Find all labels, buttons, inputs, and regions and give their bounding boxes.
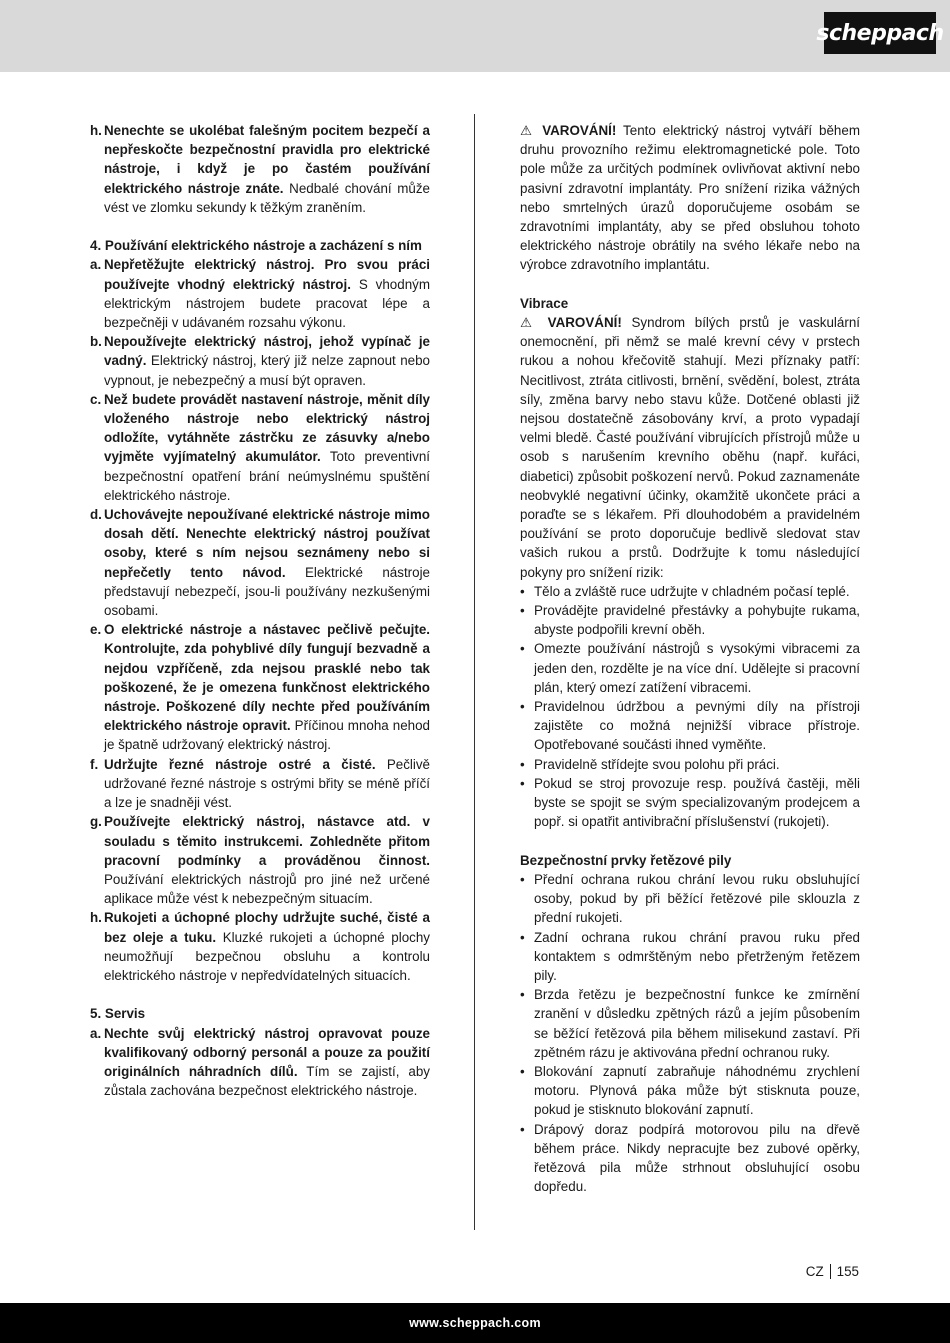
item-marker: e. [90,622,102,638]
list-item: • Zadní ochrana rukou chrání pravou ruku před kontaktem s odmrštěným nebo přetrženým řetězem pily. [520,929,860,983]
section-heading-5: 5. Servis [90,1006,146,1022]
page-number-block [806,1264,859,1279]
footer-url[interactable]: www.scheppach.com [409,1316,541,1330]
list-item: • Brzda řetězu je bezpečnostní funkce ke zmírnění zranění v důsledku zpětných rázů a jejím působením se běžící řetězová pila během milisekund zastaví. Při zpětném rázu je aktivována přední ochranou ruky. [520,987,860,1060]
list-item: • Pravidelně střídejte svou polohu při práci. [520,756,780,772]
item-marker: h. [90,123,102,138]
section-heading-4: 4. Používání elektrického nástroje a zacházení s ním [90,238,422,254]
header-bar [0,0,950,72]
item-marker: f. [90,756,99,772]
item-text: S vhodným elektrickým nástrojem budete pracovat lépe a bezpečněji v udávaném rozsahu výkonu. [104,276,430,331]
item-bold-text: Nenechte se ukolébat falešným pocitem bezpečí a nepřeskočte bezpečnostní pravidla pro elektrické nástroje, i když je po častém používání elektrického nástroje znáte. [104,123,430,196]
item-bold-text: Než budete provádět nastavení nástroje, měnit díly vloženého nástroje nebo elektrický nástroj odložíte, vytáhněte zástrčku ze zásuvky a/nebo vyjměte vyjímatelný akumulátor. [104,391,430,465]
list-item: • Pravidelnou údržbou a pevnými díly na přístroji zajistěte co možná nejnižší vibrace přístroje. Opotřebované součásti ihned vyměňte. [520,699,860,753]
footer-bar [0,1303,950,1343]
item-marker: a. [90,257,102,273]
column-divider [474,114,475,1230]
item-bold-text: Nepřetěžujte elektrický nástroj. Pro svou práci používejte vhodný elektrický nástroj. [104,257,430,292]
item-bold-text: Nepoužívejte elektrický nástroj, jehož vypínač je vadný. [104,334,430,369]
list-item-h2 [90,908,430,985]
section-heading-safety: Bezpečnostní prvky řetězové pily [520,852,732,868]
list-item-c [90,390,430,505]
item-bold-text: O elektrické nástroje a nástavec pečlivě pečujte. Kontrolujte, zda pohyblivé díly fungují bezvadně a nejdou vzpříčeně, zda nejsou prasklé nebo tak poškozené, že je omezena funkčnost elektrického nástroje. Poškozené díly nechte před používáním elektrického nástroje opravit. [104,622,430,734]
brand-logo: scheppach [824,12,936,54]
warning-text: Syndrom bílých prstů je vaskulární onemocnění, při němž se malé krevní cévy v prstech rukou a nohou křečovitě stahují. Mezi příznaky patří: Necitlivost, ztráta citlivosti, brnění, svědění, bolest, ztráta síly, změna barvy nebo stavu kůže. Dotčené oblasti již nejsou dostatečně zásobovány krví, a proto vypadají velmi bledě. Časté používání vibrujících přístrojů může u osob s narušením krevního oběhu (např. kuřáci, diabetici) způsobit poškození nervů. Pokud zaznamenáte neobvyklé negativní účinky, okamžitě ukončete práci a poraďte se s lékařem. Při dlouhodobém a pravidelném používání se proto doporučuje bedlivě sledovat stav vašich rukou a prstů. Dodržujte k tomu následující pokyny pro snížení rizik: [520,315,860,580]
item-bold-text: Nechte svůj elektrický nástroj opravovat pouze kvalifikovaný odborný personál a pouze za použití originálních náhradních dílů. [104,1025,430,1079]
item-bold-text: Uchovávejte nepoužívané elektrické nástroje mimo dosah dětí. Nenechte elektrický nástroj používat osoby, které s ním nejsou seznámeny nebo si nepřečetly tento návod. [104,507,430,580]
language-code: CZ [805,1264,824,1279]
list-item: • Omezte používání nástrojů s vysokými vibracemi za jeden den, rozdělte je na více dní. Udělejte si pracovní plán, který omezí zatížení vibracemi. [520,641,860,695]
item-marker: b. [90,334,102,350]
warning-paragraph-emf [520,121,860,275]
item-marker: a. [90,1025,102,1041]
item-marker: h. [90,910,102,926]
section-heading-vibrace: Vibrace [520,295,569,311]
warning-icon: ⚠ [520,315,538,331]
item-marker: d. [90,507,102,523]
list-item-h [90,121,430,217]
list-item: • Pokud se stroj provozuje resp. používá častěji, měli byste se spojit se svým specializovaným prodejcem a popř. si opatřit antivibrační příslušenství (rukojeti). [520,775,860,830]
list-item: • Tělo a zvláště ruce udržujte v chladném počasí teplé. [520,583,850,599]
list-item-g [90,812,430,908]
warning-icon: ⚠ [520,123,536,138]
safety-bullet-list [520,870,860,1196]
list-item-service-a [90,1024,430,1101]
list-item-f [90,755,430,813]
left-column [90,121,430,1100]
list-item: • Blokování zapnutí zabraňuje náhodnému zrychlení motoru. Plynová páka může být stisknuta pouze, pokud je stisknuto blokování zapnutí. [520,1063,860,1118]
warning-label: VAROVÁNÍ! [542,123,617,138]
list-item-d [90,505,430,620]
item-text: Tím se zajistí, aby zůstala zachována bezpečnost elektrického nástroje. [104,1063,430,1099]
item-marker: g. [90,814,102,830]
warning-label: VAROVÁNÍ! [547,315,622,331]
item-bold-text: Rukojeti a úchopné plochy udržujte suché, čisté a bez oleje a tuku. [104,910,430,945]
list-item: • Drápový doraz podpírá motorovou pilu na dřevě během práce. Nikdy nepracujte bez zubové opěrky, řetězová pila může strhnout obsluhující osobu dopředu. [520,1121,860,1195]
list-item-a [90,255,430,332]
item-marker: c. [90,391,102,407]
item-bold-text: Používejte elektrický nástroj, nástavce atd. v souladu s těmito instrukcemi. Zohledněte přitom pracovní podmínky a prováděnou činnost. [104,814,430,868]
item-text: Nedbalé chování může vést ve zlomku sekundy k těžkým zraněním. [104,180,431,215]
item-bold-text: Udržujte řezné nástroje ostré a čisté. [104,756,376,772]
item-text: Elektrické nástroje představují nebezpečí, jsou-li používány nezkušenými osobami. [104,564,430,619]
list-item: • Přední ochrana rukou chrání levou ruku obsluhující osoby, pokud by při běžící řetězové pile sklouzla z přední rukojeti. [520,871,860,926]
footer-separator [830,1264,831,1279]
item-text: Pečlivě udržované řezné nástroje s ostrými břity se méně příčí a lze je snadněji vést. [104,756,431,811]
list-item-e [90,620,430,754]
warning-paragraph-vibration [520,313,860,582]
vibration-bullet-list [520,582,860,832]
page-number: 155 [836,1264,859,1279]
item-text: Příčinou mnoha nehod je špatně udržovaný elektrický nástroj. [104,718,430,753]
item-text: Toto preventivní bezpečnostní opatření brání neúmyslnému spuštění elektrického nástroje. [104,449,430,503]
list-item-b [90,332,430,390]
item-text: Používání elektrických nástrojů pro jiné než určené aplikace může vést k nebezpečným situacím. [104,871,430,907]
right-column [520,121,860,1196]
list-item: • Provádějte pravidelné přestávky a pohybujte rukama, abyste podpořili krevní oběh. [520,603,860,638]
warning-text: Tento elektrický nástroj vytváří během druhu provozního režimu elektromagnetické pole. Toto pole může za určitých podmínek ovlivňovat aktivní nebo pasivní zdravotní implantáty. Pro snížení rizika vážných nebo smrtelných úrazů doporučujeme osobám se zdravotními implantáty, aby se před obsluhou tohoto elektrického nástroje obrátily na svého lékaře nebo na výrobce zdravotního implantátu. [520,123,860,273]
item-text: Elektrický nástroj, který již nelze zapnout nebo vypnout, je nebezpečný a musí být opraven. [104,353,430,388]
item-text: Kluzké rukojeti a úchopné plochy neumožňují bezpečnou obsluhu a kontrolu elektrického nástroje v nepředvídatelných situacích. [104,929,431,983]
